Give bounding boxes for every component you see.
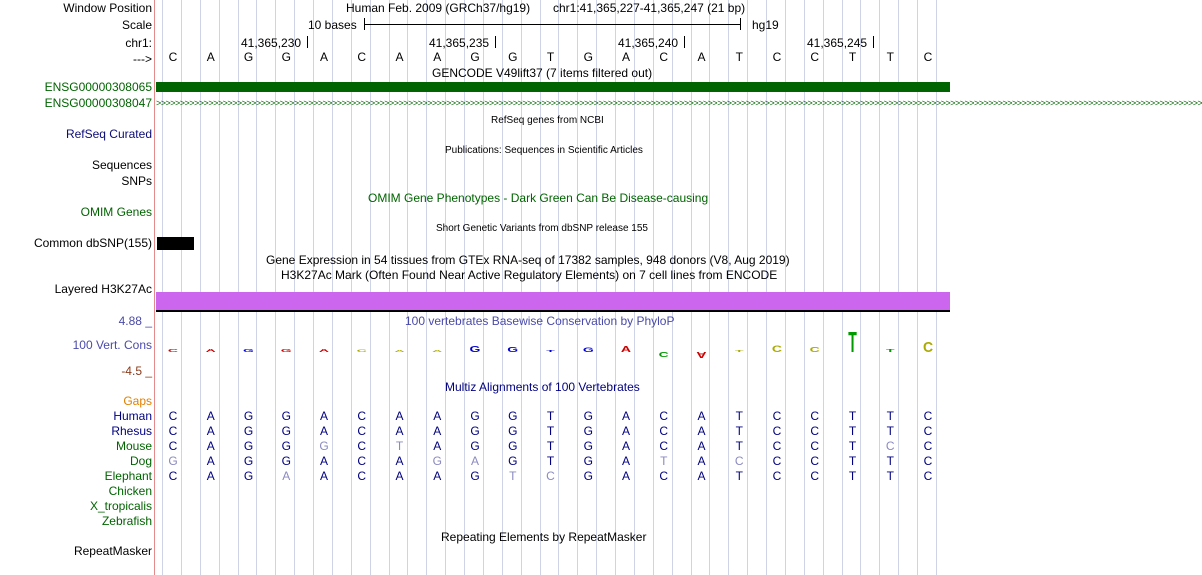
aligned-base: C [772, 454, 782, 468]
aligned-base: A [282, 469, 291, 483]
aligned-base: C [357, 454, 367, 468]
aligned-base: G [470, 409, 480, 423]
cons-max-value: 4.88 _ [118, 314, 152, 328]
coordinate-tick [307, 36, 308, 48]
species-label-mouse[interactable]: Mouse [115, 439, 152, 453]
gene-bar-ensg00000308065[interactable] [156, 82, 950, 92]
label-repeatmasker[interactable]: RepeatMasker [73, 544, 152, 558]
aligned-base: A [319, 469, 328, 483]
aligned-base: G [281, 454, 291, 468]
label-window-position[interactable]: Window Position [63, 1, 152, 15]
aligned-base: G [243, 439, 254, 453]
reference-base: C [923, 50, 933, 64]
h3k27ac-baseline [156, 310, 950, 312]
label-layered-h3k27ac[interactable]: Layered H3K27Ac [54, 282, 152, 296]
aligned-base: C [772, 424, 782, 438]
aligned-base: C [659, 469, 669, 483]
aligned-base: T [509, 469, 517, 483]
aligned-base: A [433, 409, 442, 423]
coordinate-tick [873, 36, 874, 48]
aligned-base: T [886, 424, 894, 438]
aligned-base: A [395, 424, 404, 438]
aligned-base: C [659, 424, 669, 438]
reference-base: C [357, 50, 367, 64]
reference-base: G [243, 50, 254, 64]
conservation-logo[interactable] [156, 326, 950, 370]
aligned-base: C [659, 439, 669, 453]
label-gene-ensg00000308065[interactable]: ENSG00000308065 [44, 80, 152, 94]
aligned-base: A [319, 454, 328, 468]
conservation-logo-base: T [546, 350, 555, 353]
aligned-base: A [697, 409, 706, 423]
scale-bar-right-end [740, 18, 741, 30]
aligned-base: A [697, 424, 706, 438]
aligned-base: G [168, 454, 178, 468]
aligned-base: T [886, 469, 894, 483]
aligned-base: A [697, 439, 706, 453]
aligned-base: C [923, 424, 933, 438]
aligned-base: A [206, 439, 215, 453]
coordinate-tick [495, 36, 496, 48]
aligned-base: T [735, 424, 743, 438]
conservation-logo-base: G [280, 348, 292, 354]
aligned-base: G [243, 469, 254, 483]
aligned-base: C [810, 439, 820, 453]
refseq-track-title: RefSeq genes from NCBI [491, 115, 604, 126]
reference-base: A [433, 50, 442, 64]
conservation-logo-base: C [167, 348, 179, 354]
aligned-base: C [546, 469, 555, 483]
label-100-vert-cons[interactable]: 100 Vert. Cons [72, 338, 152, 352]
aligned-base: G [319, 439, 329, 453]
aligned-base: C [357, 469, 367, 483]
conservation-logo-base: T [885, 348, 895, 354]
aligned-base: T [395, 439, 404, 453]
aligned-base: C [810, 469, 820, 483]
aligned-base: T [886, 454, 894, 468]
phylop-track-title: 100 vertebrates Basewise Conservation by PhyloP [405, 314, 675, 328]
species-label-x_tropicalis[interactable]: X_tropicalis [89, 499, 152, 513]
aligned-base: A [697, 454, 706, 468]
reference-base: C [168, 50, 178, 64]
conservation-logo-base: A [318, 348, 330, 354]
aligned-base: A [470, 454, 479, 468]
conservation-logo-base: T [734, 350, 744, 353]
publications-track-title: Publications: Sequences in Scientific Articles [445, 145, 643, 156]
reference-base: G [508, 50, 518, 64]
reference-base: G [470, 50, 480, 64]
cons-min-value: -4.5 _ [121, 364, 152, 378]
conservation-logo-base: A [620, 345, 632, 355]
aligned-base: C [357, 409, 367, 423]
aligned-base: G [243, 424, 254, 438]
label-gene-ensg00000308047[interactable]: ENSG00000308047 [44, 96, 152, 110]
reference-base: T [546, 50, 555, 64]
h3k27ac-track-title: H3K27Ac Mark (Often Found Near Active Regulatory Elements) on 7 cell lines from ENCODE [281, 268, 778, 282]
species-label-human[interactable]: Human [113, 409, 152, 423]
aligned-base: C [810, 409, 820, 423]
aligned-base: T [660, 454, 668, 468]
aligned-base: A [319, 424, 328, 438]
aligned-base: G [508, 424, 518, 438]
reference-base: G [281, 50, 291, 64]
aligned-base: A [206, 469, 215, 483]
aligned-base: C [923, 469, 933, 483]
aligned-base: T [546, 439, 555, 453]
aligned-base: G [583, 454, 593, 468]
conservation-logo-base: G [507, 346, 519, 354]
aligned-base: G [281, 424, 291, 438]
reference-base: C [810, 50, 820, 64]
aligned-base: C [923, 409, 933, 423]
species-label-dog[interactable]: Dog [129, 454, 152, 468]
aligned-base: T [735, 409, 743, 423]
aligned-base: C [357, 439, 367, 453]
aligned-base: G [508, 454, 518, 468]
reference-base: A [395, 50, 404, 64]
conservation-logo-base: A [432, 350, 443, 353]
aligned-base: T [848, 409, 857, 423]
aligned-base: A [433, 439, 442, 453]
conservation-logo-base: G [243, 348, 254, 354]
scale-bar-label: 10 bases [308, 18, 357, 32]
aligned-base: G [281, 409, 291, 423]
aligned-base: A [206, 409, 215, 423]
coordinate-tick-label: 41,365,235 [429, 36, 490, 50]
aligned-base: G [243, 409, 254, 423]
label-strand-arrow: ---> [133, 52, 152, 66]
conservation-logo-base: T [848, 326, 857, 359]
aligned-base: T [848, 424, 857, 438]
aligned-base: C [357, 424, 367, 438]
aligned-base: T [546, 424, 555, 438]
aligned-base: G [243, 454, 254, 468]
coordinate-tick [684, 36, 685, 48]
aligned-base: A [206, 424, 215, 438]
aligned-base: A [697, 469, 706, 483]
label-scale[interactable]: Scale [121, 18, 152, 32]
assembly-name: Human Feb. 2009 (GRCh37/hg19) [346, 1, 531, 15]
aligned-base: A [621, 424, 630, 438]
dbsnp-track-title: Short Genetic Variants from dbSNP release 155 [436, 223, 648, 234]
reference-base: A [206, 50, 215, 64]
reference-base: A [621, 50, 630, 64]
gtex-track-title: Gene Expression in 54 tissues from GTEx RNA-seq of 17382 samples, 948 donors (V8, Aug 2019) [266, 253, 790, 267]
scale-bar [364, 24, 741, 25]
aligned-base: T [735, 439, 743, 453]
coordinate-tick-label: 41,365,245 [807, 36, 868, 50]
label-separator [154, 0, 155, 575]
conservation-logo-base: A [394, 350, 405, 353]
label-common-dbsnp[interactable]: Common dbSNP(155) [33, 236, 152, 250]
scale-db-label: hg19 [752, 18, 779, 32]
aligned-base: T [848, 469, 857, 483]
label-sequences[interactable]: Sequences [91, 158, 152, 172]
coordinate-tick-label: 41,365,230 [241, 36, 302, 50]
gencode-track-title: GENCODE V49lift37 (7 items filtered out) [432, 66, 653, 80]
aligned-base: C [923, 454, 933, 468]
aligned-base: C [772, 469, 782, 483]
aligned-base: C [168, 409, 178, 423]
aligned-base: A [621, 439, 630, 453]
aligned-base: T [848, 439, 857, 453]
conservation-logo-base: C [922, 339, 934, 357]
dbsnp-variant-item[interactable] [157, 237, 194, 250]
aligned-base: G [281, 439, 291, 453]
aligned-base: G [508, 409, 518, 423]
conservation-logo-base: C [356, 349, 367, 353]
conservation-logo-base: C [658, 350, 669, 358]
repeatmasker-track-title: Repeating Elements by RepeatMasker [441, 530, 647, 544]
label-gaps[interactable]: Gaps [123, 394, 152, 408]
aligned-base: A [433, 424, 442, 438]
aligned-base: C [168, 469, 178, 483]
omim-track-title: OMIM Gene Phenotypes - Dark Green Can Be Disease-causing [368, 191, 709, 205]
aligned-base: G [583, 424, 593, 438]
aligned-base: T [886, 409, 894, 423]
aligned-base: C [772, 439, 782, 453]
conservation-logo-base: A [696, 349, 707, 359]
species-label-elephant[interactable]: Elephant [104, 469, 152, 483]
reference-base: C [659, 50, 669, 64]
conservation-logo-base: C [771, 344, 783, 355]
aligned-base: T [848, 454, 857, 468]
label-refseq-curated[interactable]: RefSeq Curated [65, 127, 152, 141]
aligned-base: C [168, 439, 178, 453]
aligned-base: G [470, 469, 480, 483]
aligned-base: A [621, 454, 630, 468]
aligned-base: A [206, 454, 215, 468]
reference-base: A [319, 50, 328, 64]
gene-track-ensg00000308047[interactable]: >>>>>>>>>>>>>>>>>>>>>>>>>>>>>>>>>>>>>>>>>>>>>>>>>>>>>>>>>>>>>>>>>>>>>>>>>>>>>>>>>>>>>>>>>>>>>>>>>>>>>>>>>>>>>>>>>>>>>>>>>>>>>>>>>>>>>>>>>>>>>>>>>>>>>>>>>>>>>>>>>>>>>>>>>>>>>>>>>>>>>>>>>>>>>>>>>>>>>>>>>>>>>>>>>>>>>>>>>>>> [156, 98, 1202, 108]
conservation-logo-base: G [582, 346, 594, 354]
aligned-base: C [168, 424, 178, 438]
aligned-base: G [583, 469, 593, 483]
aligned-base: C [923, 439, 933, 453]
aligned-base: G [432, 454, 442, 468]
aligned-base: A [395, 409, 404, 423]
reference-base: T [735, 50, 743, 64]
aligned-base: C [885, 439, 895, 453]
species-label-chicken[interactable]: Chicken [108, 484, 152, 498]
aligned-base: T [546, 409, 555, 423]
aligned-base: C [772, 409, 782, 423]
species-label-rhesus[interactable]: Rhesus [111, 424, 152, 438]
coordinate-tick-label: 41,365,240 [618, 36, 679, 50]
window-position-text: chr1:41,365,227-41,365,247 (21 bp) [553, 1, 746, 15]
aligned-base: C [734, 454, 744, 468]
multiz-track-title: Multiz Alignments of 100 Vertebrates [445, 380, 640, 394]
aligned-base: G [470, 424, 480, 438]
aligned-base: A [433, 469, 442, 483]
aligned-base: A [621, 409, 630, 423]
conservation-logo-base: G [469, 345, 481, 355]
aligned-base: G [470, 439, 480, 453]
aligned-base: G [583, 439, 593, 453]
aligned-base: A [621, 469, 630, 483]
aligned-base: G [508, 439, 518, 453]
label-omim-genes[interactable]: OMIM Genes [80, 205, 152, 219]
reference-base: A [697, 50, 706, 64]
conservation-logo-base: A [205, 348, 216, 354]
label-chr[interactable]: chr1: [125, 36, 152, 50]
species-label-zebrafish[interactable]: Zebrafish [101, 514, 152, 528]
aligned-base: A [395, 469, 404, 483]
aligned-base: T [546, 454, 555, 468]
aligned-base: C [659, 409, 669, 423]
aligned-base: C [810, 424, 820, 438]
aligned-base: A [395, 454, 404, 468]
aligned-base: T [735, 469, 743, 483]
h3k27ac-signal[interactable] [156, 292, 950, 310]
aligned-base: A [319, 409, 328, 423]
reference-base: T [848, 50, 857, 64]
label-snps[interactable]: SNPs [121, 174, 152, 188]
aligned-base: G [583, 409, 593, 423]
aligned-base: C [810, 454, 820, 468]
reference-base: G [583, 50, 593, 64]
conservation-logo-base: C [809, 346, 820, 354]
reference-base: C [772, 50, 782, 64]
reference-base: T [886, 50, 894, 64]
